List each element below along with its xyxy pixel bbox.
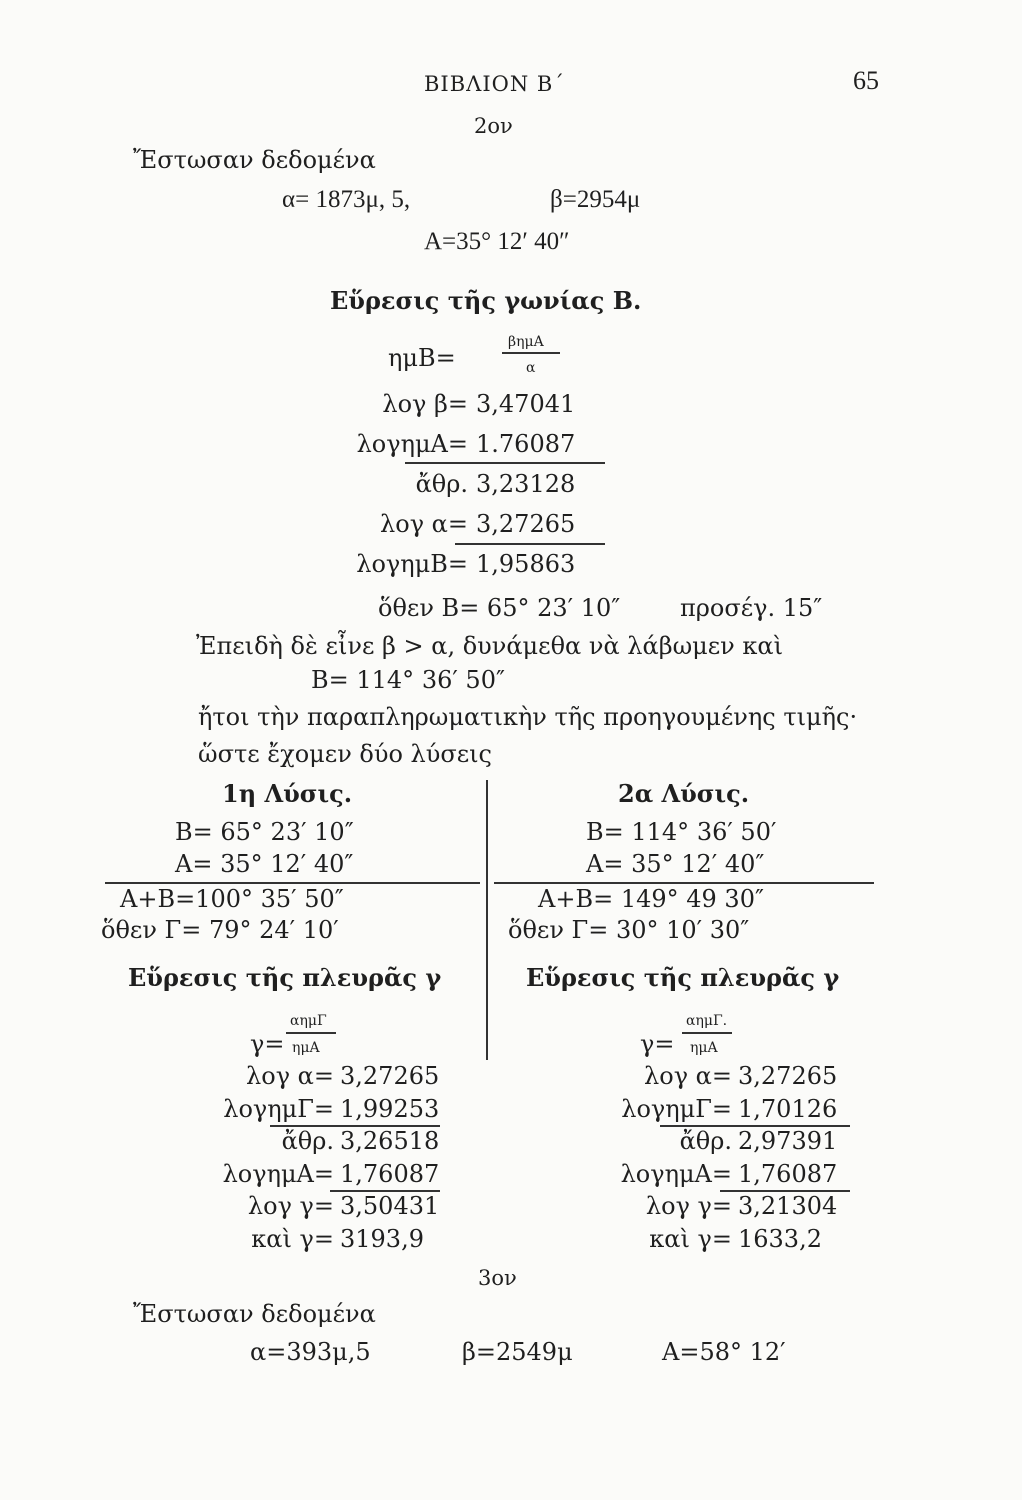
log-row-label: λογ γ= xyxy=(247,1192,334,1220)
solution-2-angle-B: Β= 114° 36′ 50′ xyxy=(586,818,777,846)
log-row-value: 3,27265 xyxy=(738,1062,838,1090)
solution-1-angle-A: Α= 35° 12′ 40″ xyxy=(175,850,354,878)
sum-rule xyxy=(405,462,605,464)
solution-1-fraction-bar xyxy=(286,1032,336,1034)
log-row-label: λογημΑ= xyxy=(356,430,468,458)
log-row-label: λογημΓ= xyxy=(621,1094,732,1123)
solution-2-section-g: Εὕρεσις τῆς πλευρᾶς γ xyxy=(526,963,840,992)
log-row-label: λογ α= xyxy=(380,510,468,538)
solution-2-angle-A: Α= 35° 12′ 40″ xyxy=(586,850,765,878)
log-row-label: λογ γ= xyxy=(645,1192,732,1220)
solution-1-title: 1η Λύσις. xyxy=(222,779,353,808)
log-row-value: 3,26518 xyxy=(340,1127,440,1155)
column-divider xyxy=(486,780,488,1060)
diff-rule xyxy=(455,543,605,545)
log-row-label: καὶ γ= xyxy=(251,1224,334,1253)
given-beta: β=2954μ xyxy=(550,186,641,213)
log-row-label: ἄθρ. xyxy=(679,1127,732,1155)
problem-3-label: 3ον xyxy=(478,1266,517,1290)
log-row-value: 3,47041 xyxy=(476,390,576,418)
solution-1-angle-G: ὅθεν Γ= 79° 24′ 10′ xyxy=(101,916,339,944)
solution-1-diff-rule xyxy=(330,1190,440,1192)
approximation-note: προσέγ. 15″ xyxy=(680,594,823,622)
log-row-value: 2,97391 xyxy=(738,1127,838,1155)
two-solutions-text: ὥστε ἔχομεν δύο λύσεις xyxy=(198,740,492,768)
log-row-label: ἄθρ. xyxy=(415,470,468,498)
problem-3-given-alpha: α=393μ,5 xyxy=(250,1338,371,1366)
solution-1-rule xyxy=(105,882,480,884)
solution-2-formula-numerator: αημΓ. xyxy=(686,1013,728,1029)
solution-1-section-g: Εὕρεσις τῆς πλευρᾶς γ xyxy=(128,963,442,992)
formula-denominator: α xyxy=(526,360,536,376)
solution-2-rule xyxy=(494,882,874,884)
alternate-angle-B: Β= 114° 36′ 50″ xyxy=(311,666,505,694)
given-intro: Ἔστωσαν δεδομένα xyxy=(133,146,376,174)
problem-3-given-beta: β=2549μ xyxy=(462,1338,573,1366)
fraction-bar xyxy=(502,352,560,354)
log-row-value: 3,27265 xyxy=(340,1062,440,1090)
solution-1-sum: Α+Β=100° 35′ 50″ xyxy=(120,885,344,913)
log-row-value: 1,76087 xyxy=(340,1159,440,1188)
log-row-value: 1,70126 xyxy=(738,1094,838,1123)
log-row-value: 1,95863 xyxy=(476,550,576,578)
solution-1-formula-denominator: ημΑ xyxy=(292,1040,320,1056)
problem-3-given-intro: Ἔστωσαν δεδομένα xyxy=(133,1300,376,1328)
log-row-label: λογημΑ= xyxy=(620,1159,732,1188)
formula-lhs: ημΒ= xyxy=(388,344,456,372)
log-row-value: 1.76087 xyxy=(476,430,576,458)
log-row-label: καὶ γ= xyxy=(649,1224,732,1253)
solution-2-angle-G: ὅθεν Γ= 30° 10′ 30″ xyxy=(508,916,750,944)
solution-1-formula-numerator: αημΓ xyxy=(290,1013,327,1029)
log-row-value: 1,99253 xyxy=(340,1094,440,1123)
log-row-value: 3,23128 xyxy=(476,470,576,498)
log-row-value: 3,50431 xyxy=(340,1192,440,1220)
solution-2-diff-rule xyxy=(720,1190,850,1192)
log-row-label: ἄθρ. xyxy=(281,1127,334,1155)
solution-1-angle-B: Β= 65° 23′ 10″ xyxy=(175,818,354,846)
solution-1-formula-lhs: γ= xyxy=(250,1030,285,1058)
given-alpha: α= 1873μ, 5, xyxy=(282,186,411,213)
solution-2-sum-rule xyxy=(660,1125,850,1127)
log-row-value: 1633,2 xyxy=(738,1224,822,1253)
since-text: Ἐπειδὴ δὲ εἶνε β > α, δυνάμεθα νὰ λάβωμεν καὶ xyxy=(196,632,784,660)
result-angle-B: ὅθεν Β= 65° 23′ 10″ xyxy=(378,594,621,622)
log-row-value: 3193,9 xyxy=(340,1224,424,1253)
log-row-label: λογημΒ= xyxy=(356,550,468,578)
log-row-value: 1,76087 xyxy=(738,1159,838,1188)
log-row-value: 3,27265 xyxy=(476,510,576,538)
running-header: ΒΙΒΛΙΟΝ Β΄ xyxy=(424,72,565,96)
log-row-label: λογ α= xyxy=(644,1062,732,1090)
formula-numerator: βημΑ xyxy=(508,334,544,350)
complement-text: ἤτοι τὴν παραπληρωματικὴν τῆς προηγουμένης τιμῆς· xyxy=(198,703,858,731)
solution-2-formula-lhs: γ= xyxy=(640,1030,675,1058)
solution-1-sum-rule xyxy=(270,1125,440,1127)
log-row-value: 3,21304 xyxy=(738,1192,838,1220)
log-row-label: λογ β= xyxy=(382,390,468,418)
solution-2-formula-denominator: ημΑ xyxy=(690,1040,718,1056)
solution-2-fraction-bar xyxy=(682,1032,732,1034)
log-row-label: λογημΓ= xyxy=(223,1094,334,1123)
log-row-label: λογ α= xyxy=(246,1062,334,1090)
given-angle-A: Α=35° 12′ 40″ xyxy=(424,228,570,255)
page-number: 65 xyxy=(853,66,879,95)
log-row-label: λογημΑ= xyxy=(222,1159,334,1188)
solution-2-title: 2α Λύσις. xyxy=(618,779,750,808)
problem-3-given-angle-A: Α=58° 12′ xyxy=(662,1338,786,1366)
problem-label: 2ον xyxy=(474,114,513,138)
section-title-angle-B: Εὕρεσις τῆς γωνίας Β. xyxy=(330,286,642,315)
solution-2-sum: Α+Β= 149° 49 30″ xyxy=(538,885,764,913)
